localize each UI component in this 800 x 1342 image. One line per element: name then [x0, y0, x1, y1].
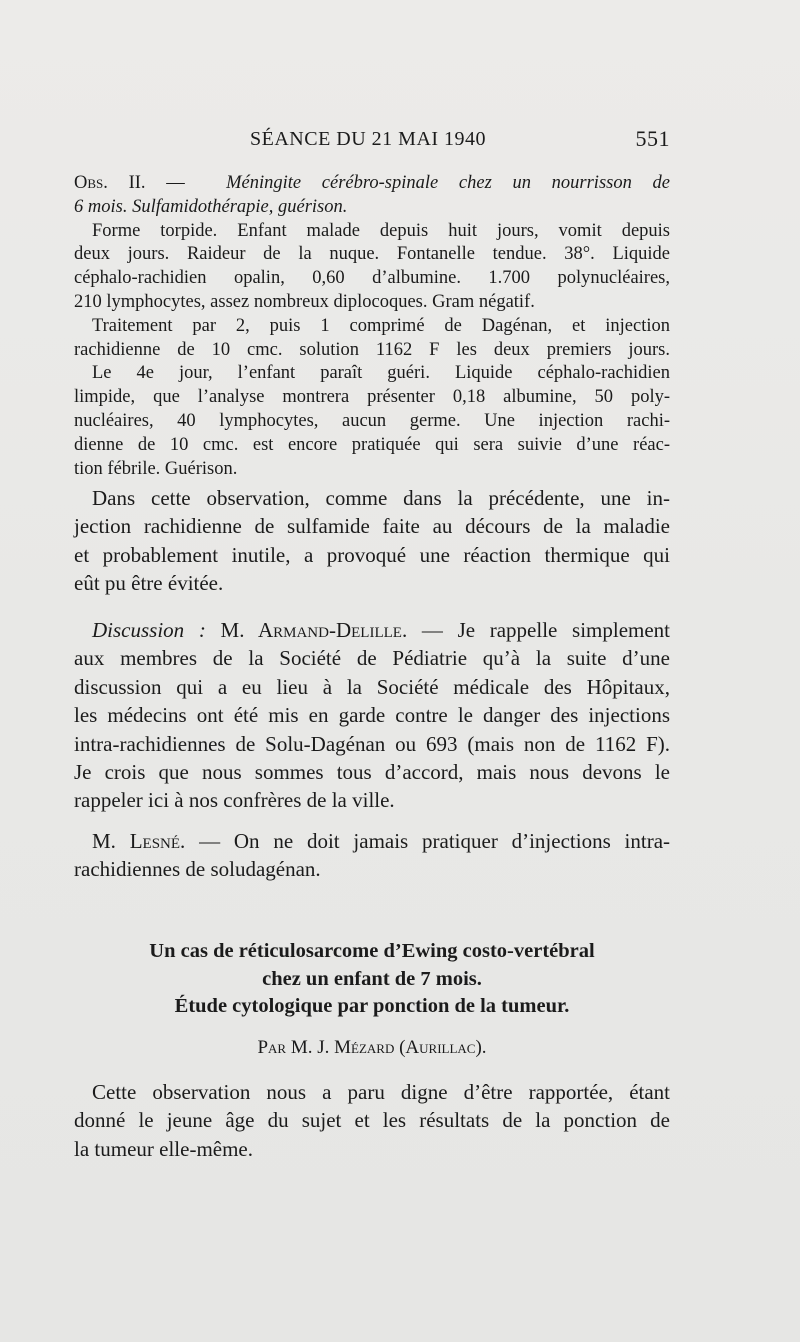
lesne-paragraph: M. Lesné. — On ne doit jamais pratiquer d’injections intra- rachidiennes de soludagénan. [74, 829, 671, 882]
page-number: 551 [635, 126, 670, 151]
obs-line-1: Obs. II. — Méningite cérébro-spinale chez un nourrisson de [74, 173, 670, 193]
obs-line-9: Le 4e jour, l’enfant paraît guéri. Liquide céphalo-rachidien [92, 363, 670, 384]
obs-line-5: céphalo-rachidien opalin, 0,60 d’albumine. 1.700 polynucléaires, [74, 268, 670, 289]
obs-line-7: Traitement par 2, puis 1 comprimé de Dagénan, et injection [92, 315, 670, 336]
commentary-paragraph: Dans cette observation, comme dans la précédente, une in- jection rachidienne de sulfamide faite au décours de la maladie et probablement inutile, a provoqué une réaction thermique qui eût pu être évitée. [74, 486, 670, 596]
obs-line-8: rachidienne de 10 cmc. solution 1162 F les deux premiers jours. [74, 339, 670, 360]
article-title: Un cas de réticulosarcome d’Ewing costo-vertébral chez un enfant de 7 mois. Étude cytologique par ponction de la tumeur. [149, 940, 595, 1017]
obs-line-11: nucléaires, 40 lymphocytes, aucun germe. Une injection rachi- [74, 410, 670, 431]
article-body: Cette observation nous a paru digne d’être rapportée, étant donné le jeune âge du sujet et les résultats de la ponction de la tumeur elle-même. [74, 1080, 670, 1161]
discussion-paragraph: Discussion : M. Armand-Delille. — Je rappelle simplement aux membres de la Société de Pédiatrie qu’à la suite d’une discussion qui a eu lieu à la Société médicale des Hôpitaux, les médecins ont été mis en garde contre le danger des injections intra-rachidiennes de Solu-Dagénan ou 693 (mais non de 1162 F). Je crois que nous sommes tous d’accord, mais nous devons le rappeler ici à nos confrères de la ville. [74, 618, 671, 813]
running-header [250, 124, 670, 156]
obs-line-13: tion fébrile. Guérison. [74, 458, 238, 479]
lesne-speaker: M. Lesné. — [92, 829, 221, 853]
discussion-first-line: Discussion : M. Armand-Delille. — Je rappelle simplement [92, 618, 671, 642]
obs-line-3: Forme torpide. Enfant malade depuis huit jours, vomit depuis [92, 220, 670, 241]
obs-line-4: deux jours. Raideur de la nuque. Fontanelle tendue. 38°. Liquide [74, 244, 670, 265]
obs-line-2: 6 mois. Sulfamidothérapie, guérison. [74, 196, 348, 217]
obs-line-12: dienne de 10 cmc. est encore pratiquée qui sera suivie d’une réac- [74, 434, 670, 455]
discussion-speaker: M. Armand-Delille. — [220, 618, 443, 642]
observation-block [74, 172, 670, 481]
article-byline: Par M. J. Mézard (Aurillac). [257, 1037, 487, 1058]
obs-label: Obs. II. — [74, 173, 185, 193]
discussion-label: Discussion : [92, 618, 206, 642]
obs-line-6: 210 lymphocytes, assez nombreux diplocoques. Gram négatif. [74, 291, 535, 312]
running-title: SÉANCE DU 21 MAI 1940 [250, 128, 487, 150]
obs-line-10: limpide, que l’analyse montrera présenter 0,18 albumine, 50 poly- [74, 387, 670, 408]
